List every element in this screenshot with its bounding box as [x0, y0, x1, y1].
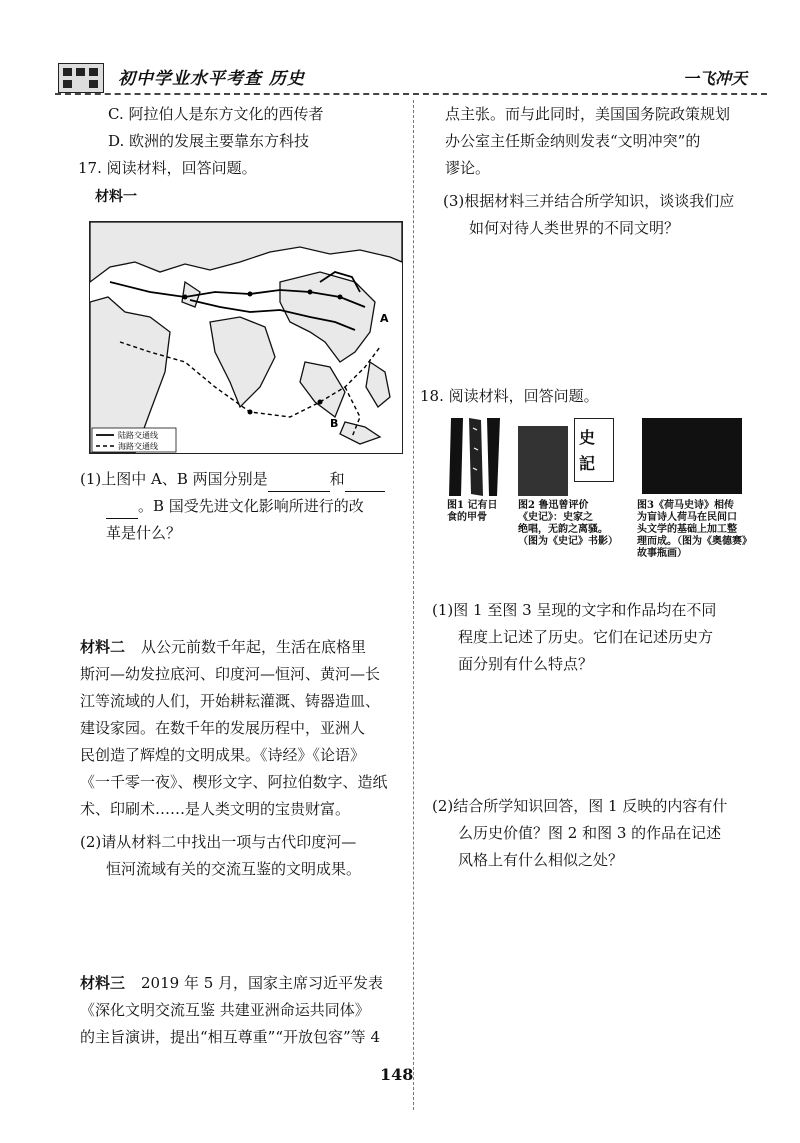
option-d: D. 欧洲的发展主要靠东方科技 — [108, 132, 310, 150]
caption-3 — [637, 500, 752, 560]
book-title-char-1: 史 — [579, 428, 596, 447]
option-c: C. 阿拉伯人是东方文化的西传者 — [108, 105, 324, 123]
material-2-line7: 术、印刷术……是人类文明的宝贵财富。 — [80, 800, 351, 818]
figure-3-odyssey-vase — [642, 418, 742, 494]
figure-1-oracle-bone — [447, 418, 502, 496]
caption-2-line1: 图2 鲁迅曾评价 — [518, 500, 589, 511]
book-title-block — [574, 418, 614, 482]
caption-1-line2: 食的甲骨 — [447, 512, 487, 523]
caption-3-line1: 图3《荷马史诗》相传 — [637, 500, 734, 511]
material-2-line6: 《一千零一夜》、楔形文字、阿拉伯数字、造纸 — [80, 773, 388, 791]
map-label-b: B — [330, 417, 339, 430]
caption-3-line4: 理而成。（图为《奥德赛》 — [637, 536, 752, 547]
q18-2-line1: (2)结合所学知识回答，图 1 反映的内容有什 — [432, 797, 728, 815]
material-3-text1: 2019 年 5 月，国家主席习近平发表 — [141, 974, 384, 992]
map-drawing — [90, 222, 402, 453]
legend-land-text: 陆路交通线 — [118, 431, 158, 440]
material-3-line3: 的主旨演讲，提出“相互尊重”“开放包容”等 4 — [80, 1028, 380, 1046]
q17-2-line1: (2)请从材料二中找出一项与古代印度河— — [80, 833, 357, 851]
q17-1-text-a: (1)上图中 A、B 两国分别是 — [80, 470, 268, 488]
q17-1-and: 和 — [329, 470, 345, 488]
caption-3-line3: 头文学的基础上加工整 — [637, 524, 737, 535]
material-2-text1: 从公元前数千年起，生活在底格里 — [141, 638, 367, 656]
q17-3-line2: 如何对待人类世界的不同文明？ — [469, 219, 680, 237]
book-pages-image — [518, 426, 568, 496]
answer-blank-b-part2[interactable] — [106, 502, 138, 519]
q17-1-line1 — [80, 466, 385, 492]
q17-1-line2 — [106, 493, 364, 519]
q17-1-line3: 革是什么？ — [106, 524, 182, 542]
material-2-line1 — [80, 634, 366, 660]
caption-1-line1: 图1 记有日 — [447, 500, 498, 511]
q18-1-line1: (1)图 1 至图 3 呈现的文字和作品均在不同 — [432, 601, 717, 619]
figure-2-shiji-book — [518, 418, 614, 496]
material-3-line1 — [80, 970, 383, 996]
header-title: 初中学业水平考查 历史 — [118, 69, 305, 89]
material-3-label: 材料三 — [80, 974, 126, 992]
caption-3-line2: 为盲诗人荷马在民间口 — [637, 512, 737, 523]
material-3-line2: 《深化文明交流互鉴 共建亚洲命运共同体》 — [80, 1001, 370, 1019]
answer-blank-b-part1[interactable] — [345, 475, 385, 492]
caption-1 — [447, 500, 497, 524]
q17-3-line1: (3)根据材料三并结合所学知识，谈谈我们应 — [443, 192, 735, 210]
caption-2-line3: 绝唱，无韵之离骚。 — [518, 524, 608, 535]
silk-road-map — [89, 221, 403, 454]
page-number: 148 — [380, 1065, 414, 1084]
header-brand: 一飞冲天 — [683, 69, 748, 88]
material-2-line4: 建设家园。在数千年的发展历程中，亚洲人 — [80, 719, 366, 737]
material-1-label: 材料一 — [95, 189, 137, 205]
book-title-char-2: 記 — [579, 454, 596, 473]
caption-2-line2: 《史记》：史家之 — [518, 512, 593, 523]
material-3-line6: 谬论。 — [445, 159, 491, 177]
map-label-a: A — [380, 312, 389, 325]
material-2-line3: 江等流域的人们，开始耕耘灌溉、铸器造皿、 — [80, 692, 381, 710]
legend-sea-text: 海路交通线 — [118, 442, 158, 451]
q18-1-line3: 面分别有什么特点？ — [458, 655, 594, 673]
question-18: 18. 阅读材料，回答问题。 — [420, 387, 599, 405]
material-2-line5: 民创造了辉煌的文明成果。《诗经》《论语》 — [80, 746, 366, 764]
oracle-bone-drawing — [447, 418, 502, 496]
material-3-line5: 办公室主任斯金纳则发表“文明冲突”的 — [445, 132, 701, 150]
column-divider — [413, 100, 414, 1110]
header-divider — [55, 93, 767, 95]
q18-2-line2: 么历史价值？图 2 和图 3 的作品在记述 — [458, 824, 722, 842]
material-2-label: 材料二 — [80, 638, 126, 656]
caption-2-line4: （图为《史记》书影） — [518, 536, 618, 547]
question-17: 17. 阅读材料，回答问题。 — [78, 159, 257, 177]
material-2-line2: 斯河—幼发拉底河、印度河—恒河、黄河—长 — [80, 665, 381, 683]
q17-2-line2: 恒河流域有关的交流互鉴的文明成果。 — [106, 860, 362, 878]
q18-2-line3: 风格上有什么相似之处？ — [458, 851, 624, 869]
caption-2 — [518, 500, 618, 548]
q18-1-line2: 程度上记述了历史。它们在记述历史方 — [458, 628, 714, 646]
book-logo — [58, 63, 104, 93]
answer-blank-a[interactable] — [268, 475, 330, 492]
material-3-line4: 点主张。而与此同时，美国国务院政策规划 — [445, 105, 731, 123]
q17-1-text-b: 。B 国受先进文化影响所进行的改 — [138, 497, 364, 515]
caption-3-line5: 故事瓶画） — [637, 548, 687, 559]
